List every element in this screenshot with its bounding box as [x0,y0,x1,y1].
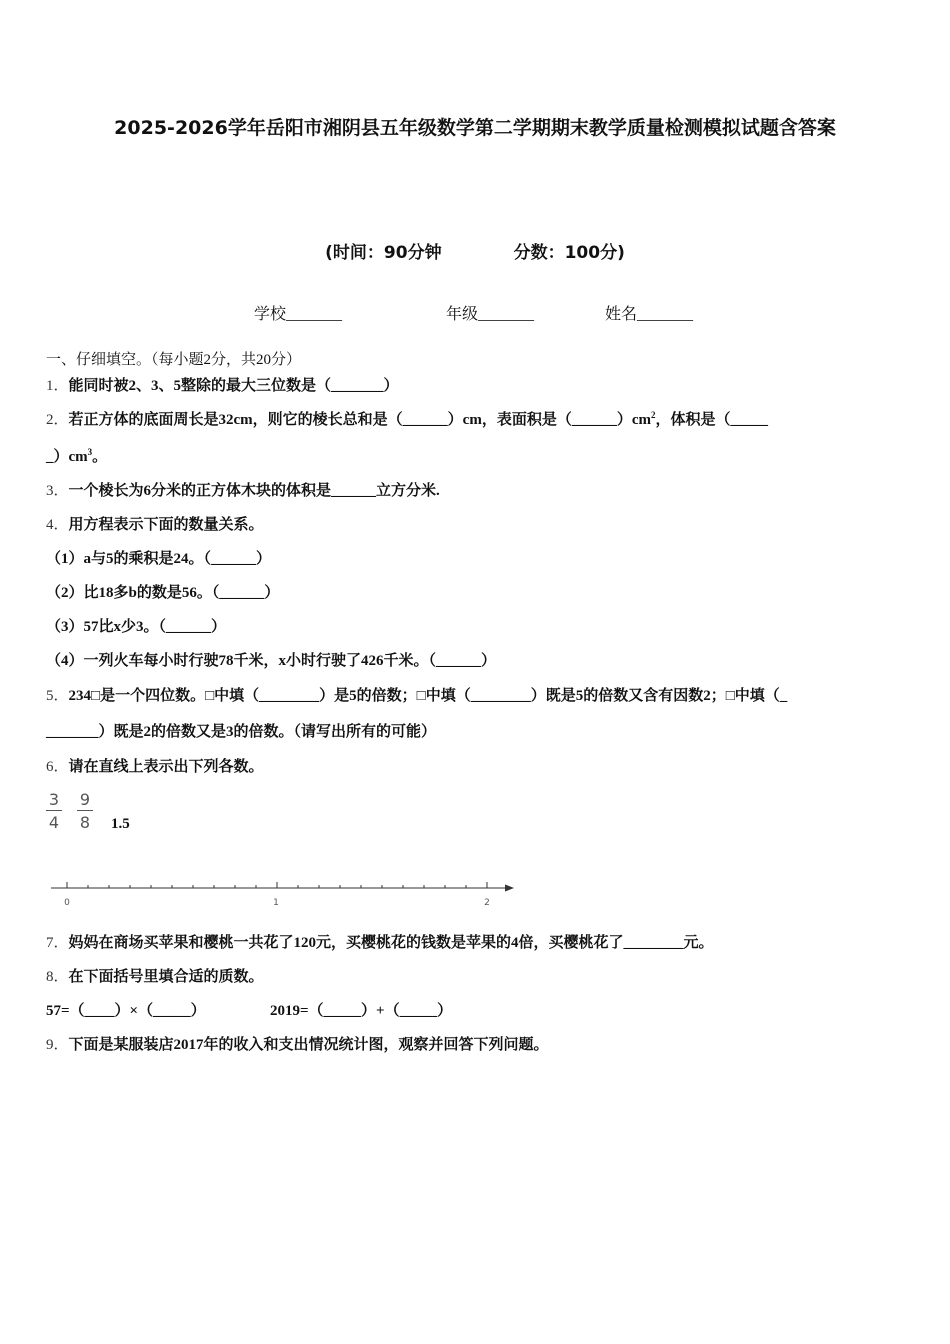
question-8-equation-2: 2019=（_____）+（_____） [270,1003,453,1019]
question-text: 妈妈在商场买苹果和樱桃一共花了120元，买樱桃花的钱数是苹果的4倍，买樱桃花了________元。 [68,935,714,951]
question-5 [46,686,787,706]
question-number: 8． [46,969,69,985]
question-2-continued [46,447,107,467]
question-text: 一个棱长为6分米的正方体木块的体积是______立方分米. [68,483,440,499]
question-number: 2． [46,412,69,428]
question-text: 下面是某服装店2017年的收入和支出情况统计图，观察并回答下列问题。 [68,1037,549,1053]
question-8 [46,967,264,987]
question-text: 用方程表示下面的数量关系。 [68,517,264,533]
axis-label-2: 2 [484,898,490,908]
axis-label-0: 0 [64,898,70,908]
number-line-arrow [505,885,514,892]
question-4-sub-1: （1）a与5的乘积是24。（______） [46,551,272,567]
exam-time: (时间：90分钟 [325,243,442,263]
question-1 [46,376,399,396]
question-9 [46,1035,549,1055]
fraction-three-quarters [46,790,62,832]
name-field: 姓名_______ [605,306,694,323]
question-4-sub-2: （2）比18多b的数是56。（______） [46,585,280,601]
question-text: 请在直线上表示出下列各数。 [68,759,264,775]
fraction-numerator: 9 [79,790,91,809]
section-heading: 一、仔细填空。（每小题2分，共20分） [46,352,302,368]
question-number: 3． [46,483,69,499]
question-text: 在下面括号里填合适的质数。 [68,969,264,985]
question-number: 7． [46,935,69,951]
superscript: 2 [650,410,656,420]
fraction-bar [77,810,93,811]
question-text: 。 [92,449,108,465]
fraction-denominator: 8 [79,813,91,832]
question-4-sub-4: （4）一列火车每小时行驶78千米，x小时行驶了426千米。（______） [46,653,497,669]
axis-label-1: 1 [273,898,279,908]
decimal-value: 1.5 [111,816,130,832]
question-number: 1． [46,378,69,394]
question-number: 4． [46,517,69,533]
exam-info [0,238,950,263]
question-text: 234□是一个四位数。□中填（________）是5的倍数；□中填（________）既是5的倍数又含有因数2；□中填（_ [68,688,788,704]
question-number: 5． [46,688,69,704]
question-text: ，体积是（_____ [655,412,768,428]
fraction-denominator: 4 [48,813,60,832]
page-title: 2025-2026学年岳阳市湘阴县五年级数学第二学期期末教学质量检测模拟试题含答案 [114,117,836,139]
question-text: _）cm [46,449,88,465]
question-5-continued: _______）既是2的倍数又是3的倍数。（请写出所有的可能） [46,724,437,740]
number-line-ticks [67,882,487,888]
fraction-numerator: 3 [48,790,60,809]
question-7 [46,933,714,953]
number-line [46,874,526,914]
exam-score: 分数：100分) [513,243,625,263]
question-number: 6． [46,759,69,775]
question-number: 9． [46,1037,69,1053]
grade-field: 年级_______ [446,306,535,323]
question-text: 若正方体的底面周长是32cm，则它的棱长总和是（______）cm，表面积是（______）cm [68,412,651,428]
question-text: 能同时被2、3、5整除的最大三位数是（_______） [68,378,399,394]
school-field: 学校_______ [254,306,343,323]
question-6 [46,757,264,777]
question-4 [46,515,264,535]
question-3 [46,481,440,501]
fraction-bar [46,810,62,811]
superscript: 3 [87,447,93,457]
question-2 [46,410,768,430]
question-8-equation-1: 57=（____）×（_____） [46,1003,206,1019]
fraction-nine-eighths [77,790,93,832]
question-4-sub-3: （3）57比x少3。（______） [46,619,227,635]
